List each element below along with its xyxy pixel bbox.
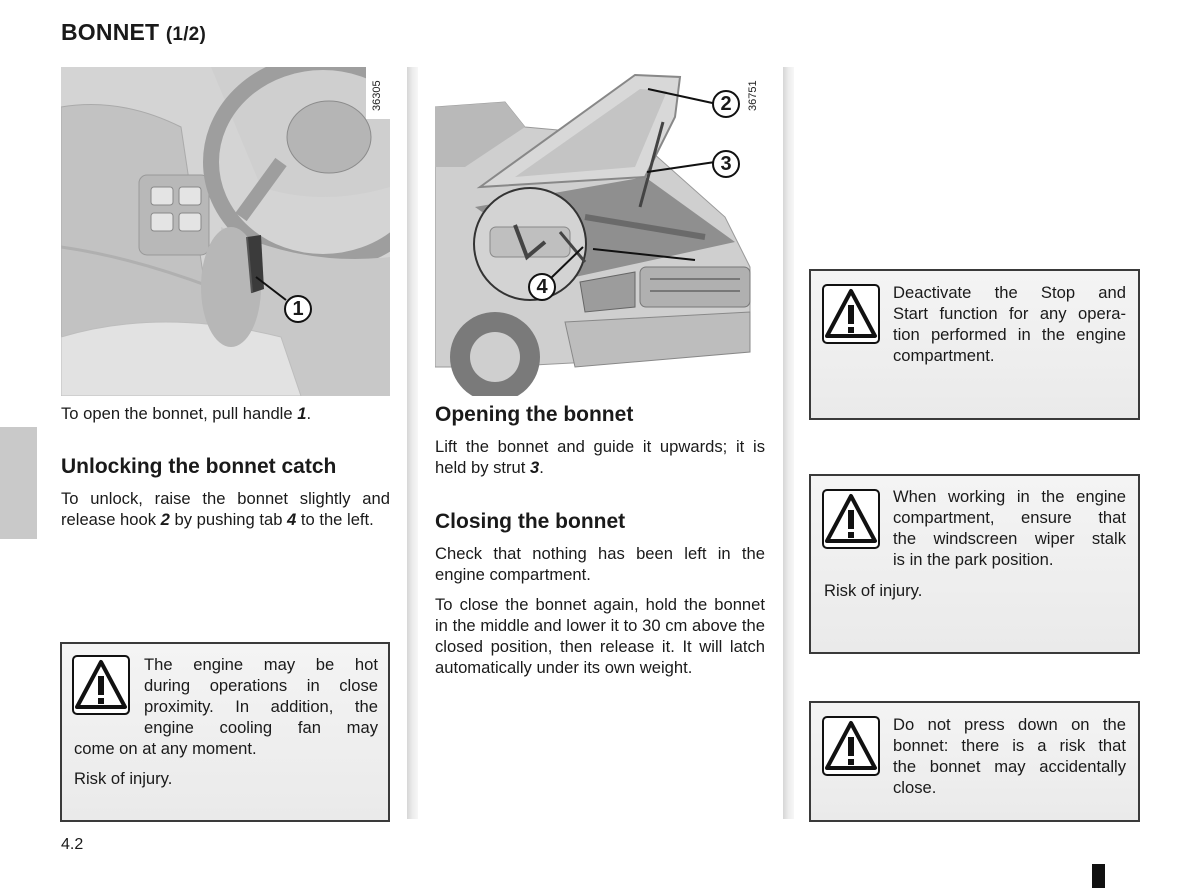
column-divider xyxy=(783,67,794,819)
warning-box-wiper xyxy=(809,474,1140,654)
closing-paragraph-1: Check that nothing has been left in the engine compartment. xyxy=(435,544,765,584)
warning-line: is in the park position. xyxy=(893,550,1054,569)
warning-line: compartment, ensure that xyxy=(893,508,1126,527)
page-number: 4.2 xyxy=(61,836,84,853)
warning-line: The engine may be hot xyxy=(144,655,378,674)
warning-line: come on at any moment. xyxy=(74,739,257,758)
unlocking-paragraph xyxy=(61,488,390,530)
warning-line: proximity. In addition, the xyxy=(144,697,378,716)
warning-line: tion performed in the engine xyxy=(893,325,1126,344)
warning-text xyxy=(893,714,1126,798)
callout-label: 4 xyxy=(536,275,548,298)
warning-text xyxy=(893,486,1126,570)
warning-line: during operations in close xyxy=(144,676,378,695)
warning-triangle-icon xyxy=(72,655,130,715)
caption-end: . xyxy=(306,404,312,423)
callout-1 xyxy=(284,295,312,323)
section-tab xyxy=(0,427,37,539)
column-divider xyxy=(407,67,418,819)
warning-line: bonnet: there is a risk that xyxy=(893,736,1126,755)
warning-line: Do not press down on the xyxy=(893,715,1126,734)
warning-box-hot-engine xyxy=(60,642,390,822)
bonnet-release-illustration xyxy=(61,67,390,396)
page-title-text: BONNET xyxy=(61,19,160,45)
text-ref: 4 xyxy=(287,510,297,529)
warning-line: the bonnet may accidentally xyxy=(893,757,1126,776)
callout-label: 3 xyxy=(720,152,732,175)
figure-1-caption xyxy=(61,403,391,424)
heading-opening: Opening the bonnet xyxy=(435,403,634,426)
warning-text xyxy=(893,282,1126,366)
interior-drawing xyxy=(61,67,390,396)
warning-risk: Risk of injury. xyxy=(824,581,923,600)
bonnet-open-illustration xyxy=(435,67,765,396)
warning-line: close. xyxy=(893,778,937,797)
warning-line: Start function for any opera- xyxy=(893,304,1126,323)
page-title-part: (1/2) xyxy=(165,24,206,45)
callout-3 xyxy=(712,150,740,178)
text-part: by pushing tab xyxy=(169,510,288,529)
text-part: to the left. xyxy=(296,510,374,529)
text-part: Lift the bonnet and guide it upwards; it is held by strut xyxy=(435,437,765,477)
warning-line: When working in the engine xyxy=(893,487,1126,506)
text-ref: 3 xyxy=(530,458,540,477)
warning-line: compartment. xyxy=(893,346,995,365)
warning-triangle-icon xyxy=(822,716,880,776)
page-title xyxy=(61,19,206,46)
corner-mark xyxy=(1092,864,1105,888)
callout-label: 2 xyxy=(720,92,732,115)
warning-triangle-icon xyxy=(822,284,880,344)
warning-triangle-icon xyxy=(822,489,880,549)
figure-id: 36751 xyxy=(747,80,759,111)
warning-line: Deactivate the Stop and xyxy=(893,283,1126,302)
heading-closing: Closing the bonnet xyxy=(435,510,626,533)
warning-text xyxy=(144,654,378,738)
caption-ref: 1 xyxy=(297,404,307,423)
callout-4 xyxy=(528,273,556,301)
opening-paragraph xyxy=(435,436,765,478)
warning-line: engine cooling fan may xyxy=(144,718,378,737)
figure-id: 36305 xyxy=(371,80,383,111)
warning-line: the windscreen wiper stalk xyxy=(893,529,1126,548)
text-ref: 2 xyxy=(160,510,170,529)
warning-box-stop-start xyxy=(809,269,1140,420)
callout-2 xyxy=(712,90,740,118)
car-drawing xyxy=(435,67,765,396)
closing-paragraph-2: To close the bonnet again, hold the bonnet in the middle and lower it to 30 cm above the closed position, then release it. It will latch automatically under its own weight. xyxy=(435,595,765,677)
heading-unlocking: Unlocking the bonnet catch xyxy=(61,455,337,478)
warning-box-bonnet-press xyxy=(809,701,1140,822)
text-part: To unlock, raise the bonnet slightly and release hook xyxy=(61,489,390,529)
text-part: . xyxy=(539,458,544,477)
warning-risk: Risk of injury. xyxy=(74,769,173,788)
caption-text: To open the bonnet, pull handle xyxy=(61,404,298,423)
callout-label: 1 xyxy=(292,297,304,320)
